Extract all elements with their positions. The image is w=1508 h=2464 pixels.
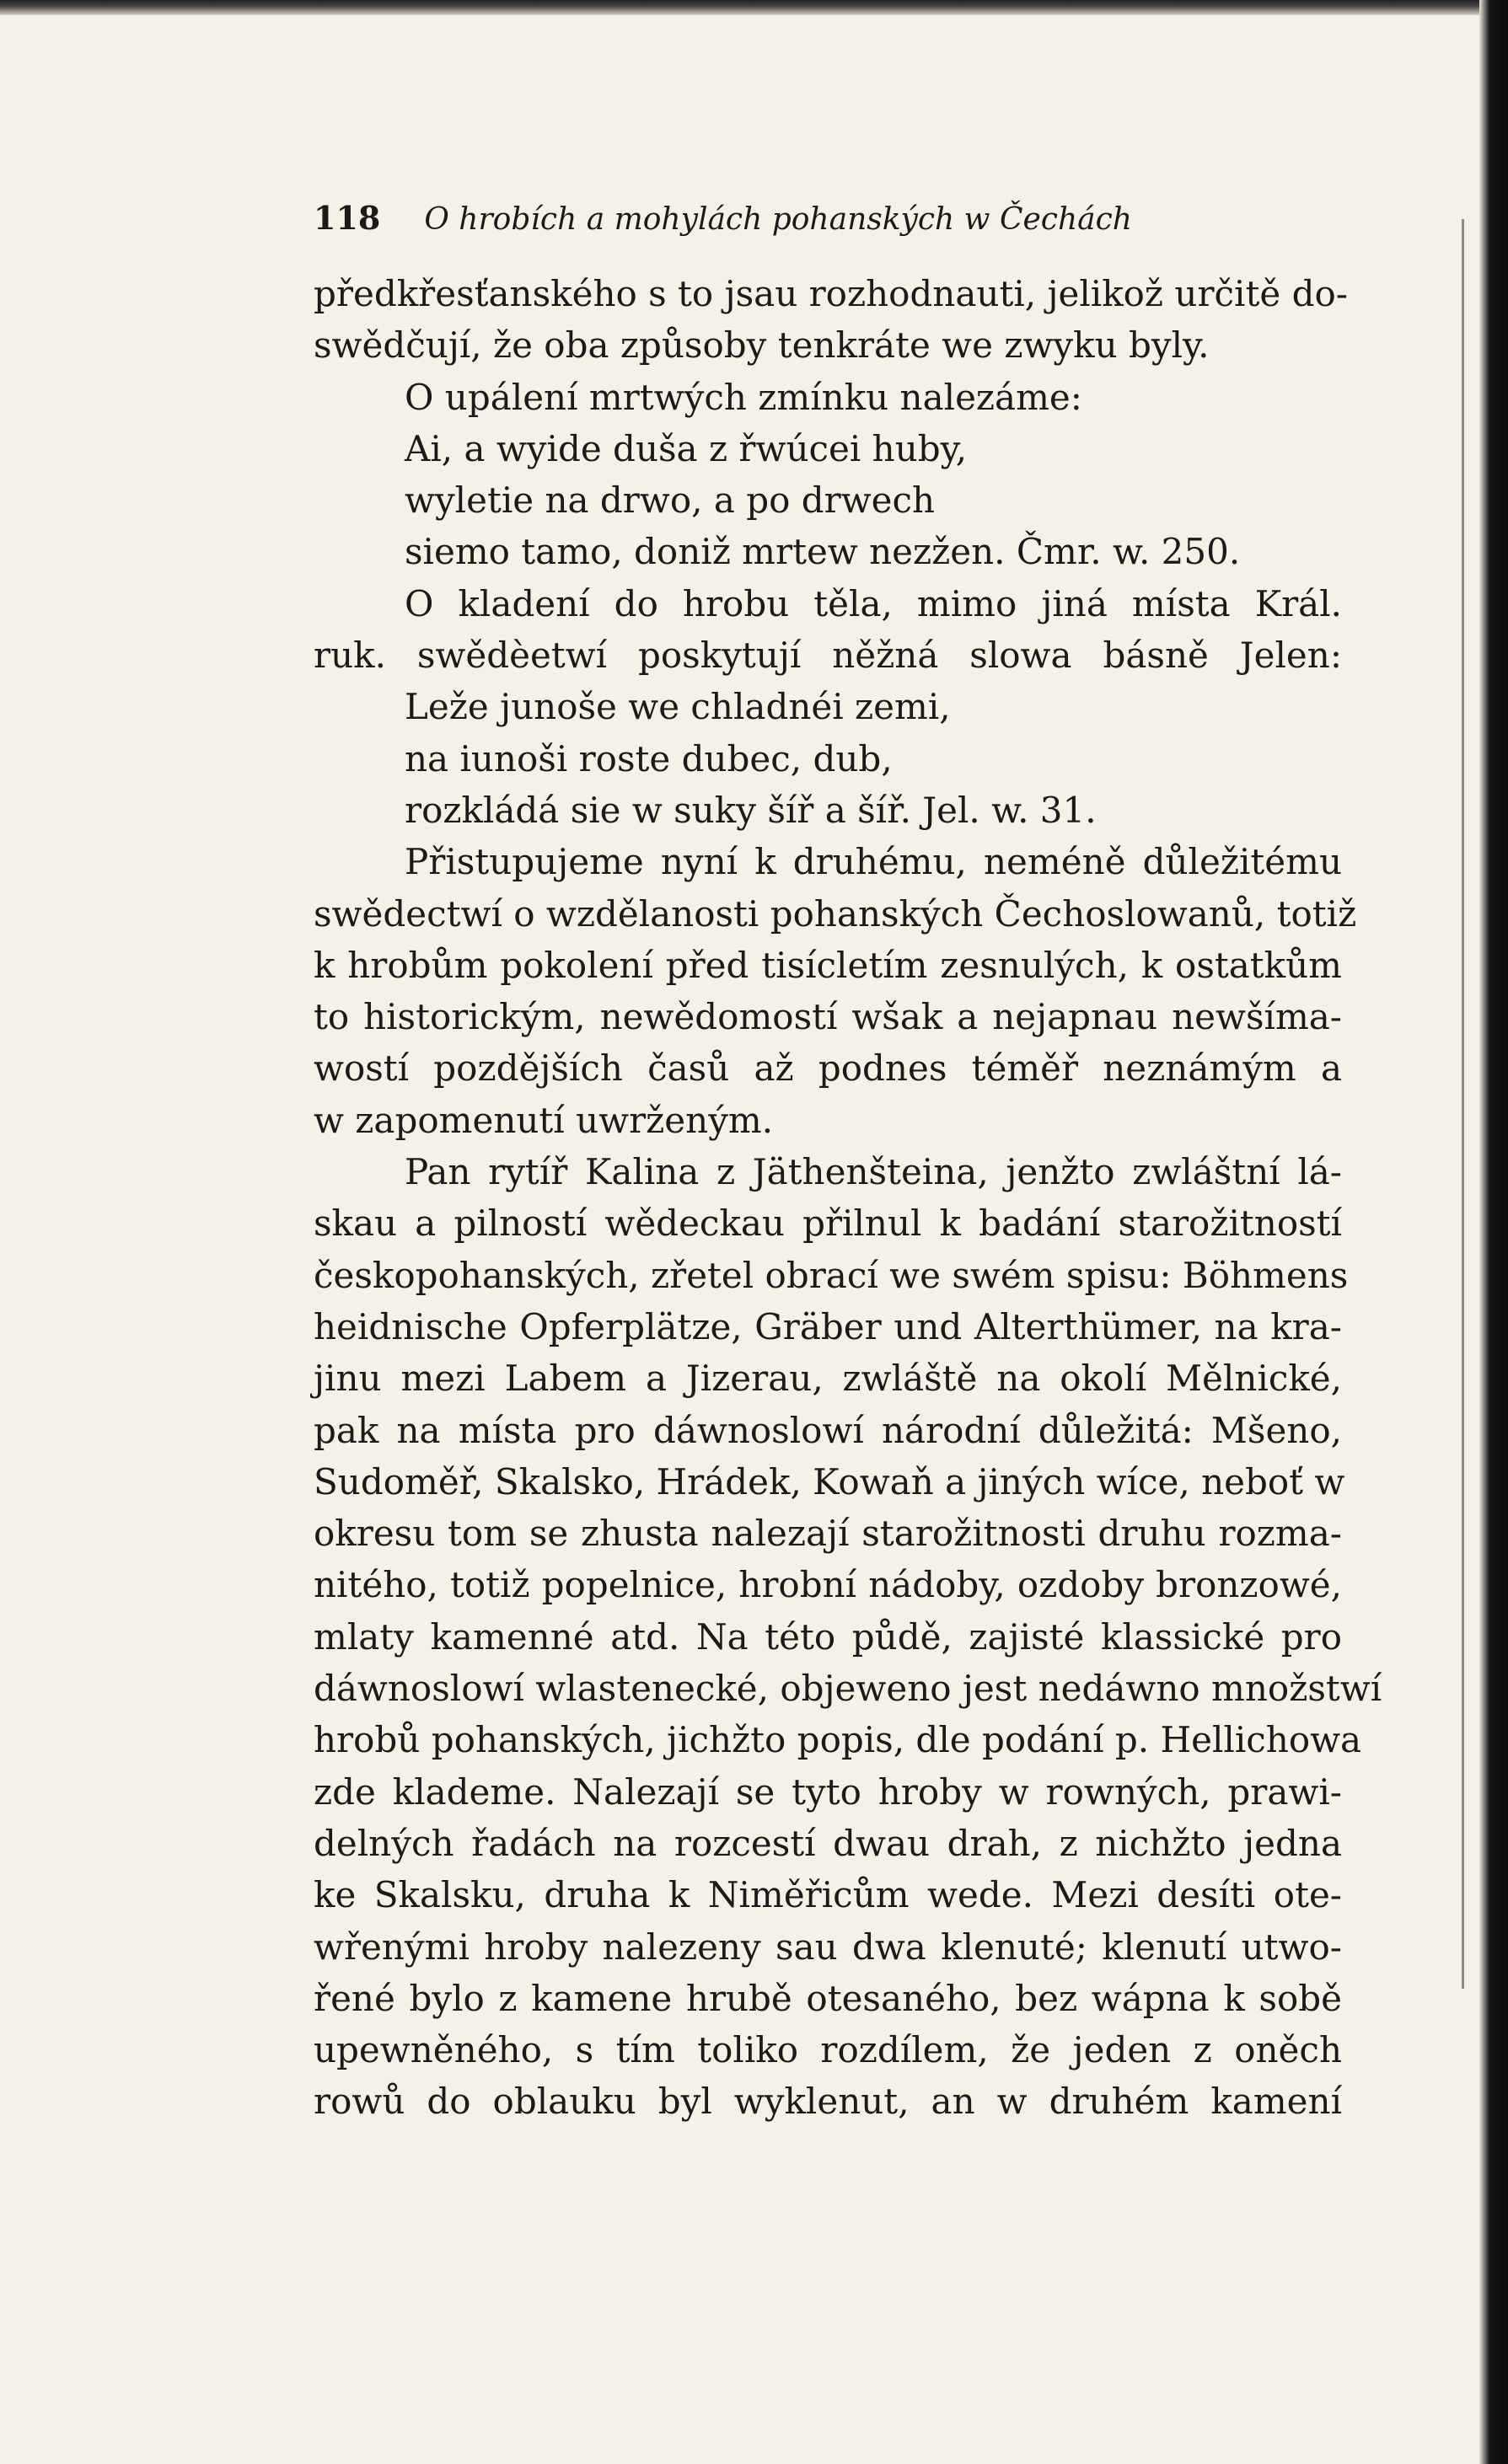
page-gutter-line [1462, 219, 1464, 1989]
text-line: jinu mezi Labem a Jizerau, zwláště na okolí Mělnické, [314, 1358, 1342, 1400]
text-line: řené bylo z kamene hrubě otesaného, bez wápna k sobě [314, 1977, 1342, 2019]
text-line: swědčují, že oba způsoby tenkráte we zwyku byly. [314, 324, 1210, 367]
text-line: O kladení do hrobu těla, mimo jiná místa Král. [405, 582, 1342, 624]
text-line: Pan rytíř Kalina z Jäthenšteina, jenžto zwláštní lá- [405, 1151, 1342, 1193]
text-line: skau a pilností wědeckau přilnul k badání starožitností [314, 1203, 1342, 1245]
text-line: pak na místa pro dáwnoslowí národní důležitá: Mšeno, [314, 1409, 1342, 1451]
text-line: předkřesťanského s to jsau rozhodnauti, jelikož určitě do- [314, 273, 1348, 314]
text-line: siemo tamo, doniž mrtew nezžen. Čmr. w. 250. [405, 531, 1241, 573]
text-line: wřenými hroby nalezeny sau dwa klenuté; klenutí utwo- [314, 1926, 1342, 1968]
text-line: Přistupujeme nyní k druhému, neméně důležitému [405, 841, 1342, 883]
text-line: Leže junoše we chladnéi zemi, [405, 686, 951, 728]
text-line: wostí pozdějších časů až podnes téměř neznámým a [314, 1047, 1342, 1090]
text-line: dáwnoslowí wlastenecké, objeweno jest nedáwno množstwí [314, 1668, 1382, 1710]
page-header [314, 199, 1367, 249]
text-line: rowů do oblauku byl wyklenut, an w druhém kamení [314, 2081, 1342, 2123]
text-line: Sudoměř, Skalsko, Hrádek, Kowaň a jiných wíce, neboť w [314, 1460, 1345, 1503]
text-line: ke Skalsku, druha k Niměřicům wede. Mezi desíti ote- [314, 1874, 1342, 1916]
text-line: mlaty kamenné atd. Na této půdě, zajisté klassické pro [314, 1615, 1342, 1658]
text-line: hrobů pohanských, jichžto popis, dle podání p. Hellichowa [314, 1719, 1362, 1761]
scan-edge-right [1479, 0, 1508, 2464]
text-line: heidnische Opferplätze, Gräber und Alterthümer, na kra- [314, 1305, 1342, 1347]
text-line: swědectwí o wzdělanosti pohanských Čechoslowanů, totiž [314, 892, 1357, 935]
text-line: to historickým, newědomostí wšak a nejapnau newšíma- [314, 996, 1342, 1038]
text-line: upewněného, s tím toliko rozdílem, že jeden z oněch [314, 2029, 1342, 2071]
page-number: 118 [314, 199, 381, 237]
text-line: rozkládá sie w suky šíř a šíř. Jel. w. 31. [405, 789, 1097, 831]
scan-edge-top [0, 0, 1508, 15]
text-line: ruk. swědèetwí poskytují něžná slowa básně Jelen: [314, 635, 1342, 677]
running-title: O hrobích a mohylách pohanských w Čechách [424, 202, 1132, 237]
text-line: delných řadách na rozcestí dwau drah, z nichžto jedna [314, 1822, 1342, 1864]
text-line: okresu tom se zhusta nalezají starožitnosti druhu rozma- [314, 1513, 1342, 1555]
text-line: wyletie na drwo, a po drwech [405, 479, 936, 522]
body-text [314, 268, 1382, 2128]
text-line: k hrobům pokolení před tisícletím zesnulých, k ostatkům [314, 944, 1342, 986]
text-line: českopohanských, zřetel obrací we swém spisu: Böhmens [314, 1254, 1349, 1296]
text-line: na iunoši roste dubec, dub, [405, 737, 893, 779]
text-line: w zapomenutí uwrženým. [314, 1099, 774, 1141]
text-line: zde klademe. Nalezají se tyto hroby w rowných, prawi- [314, 1770, 1342, 1813]
text-line: nitého, totiž popelnice, hrobní nádoby, ozdoby bronzowé, [314, 1564, 1342, 1606]
text-line: Ai, a wyide duša z řwúcei huby, [405, 427, 968, 469]
text-line: O upálení mrtwých zmínku nalezáme: [405, 376, 1082, 418]
